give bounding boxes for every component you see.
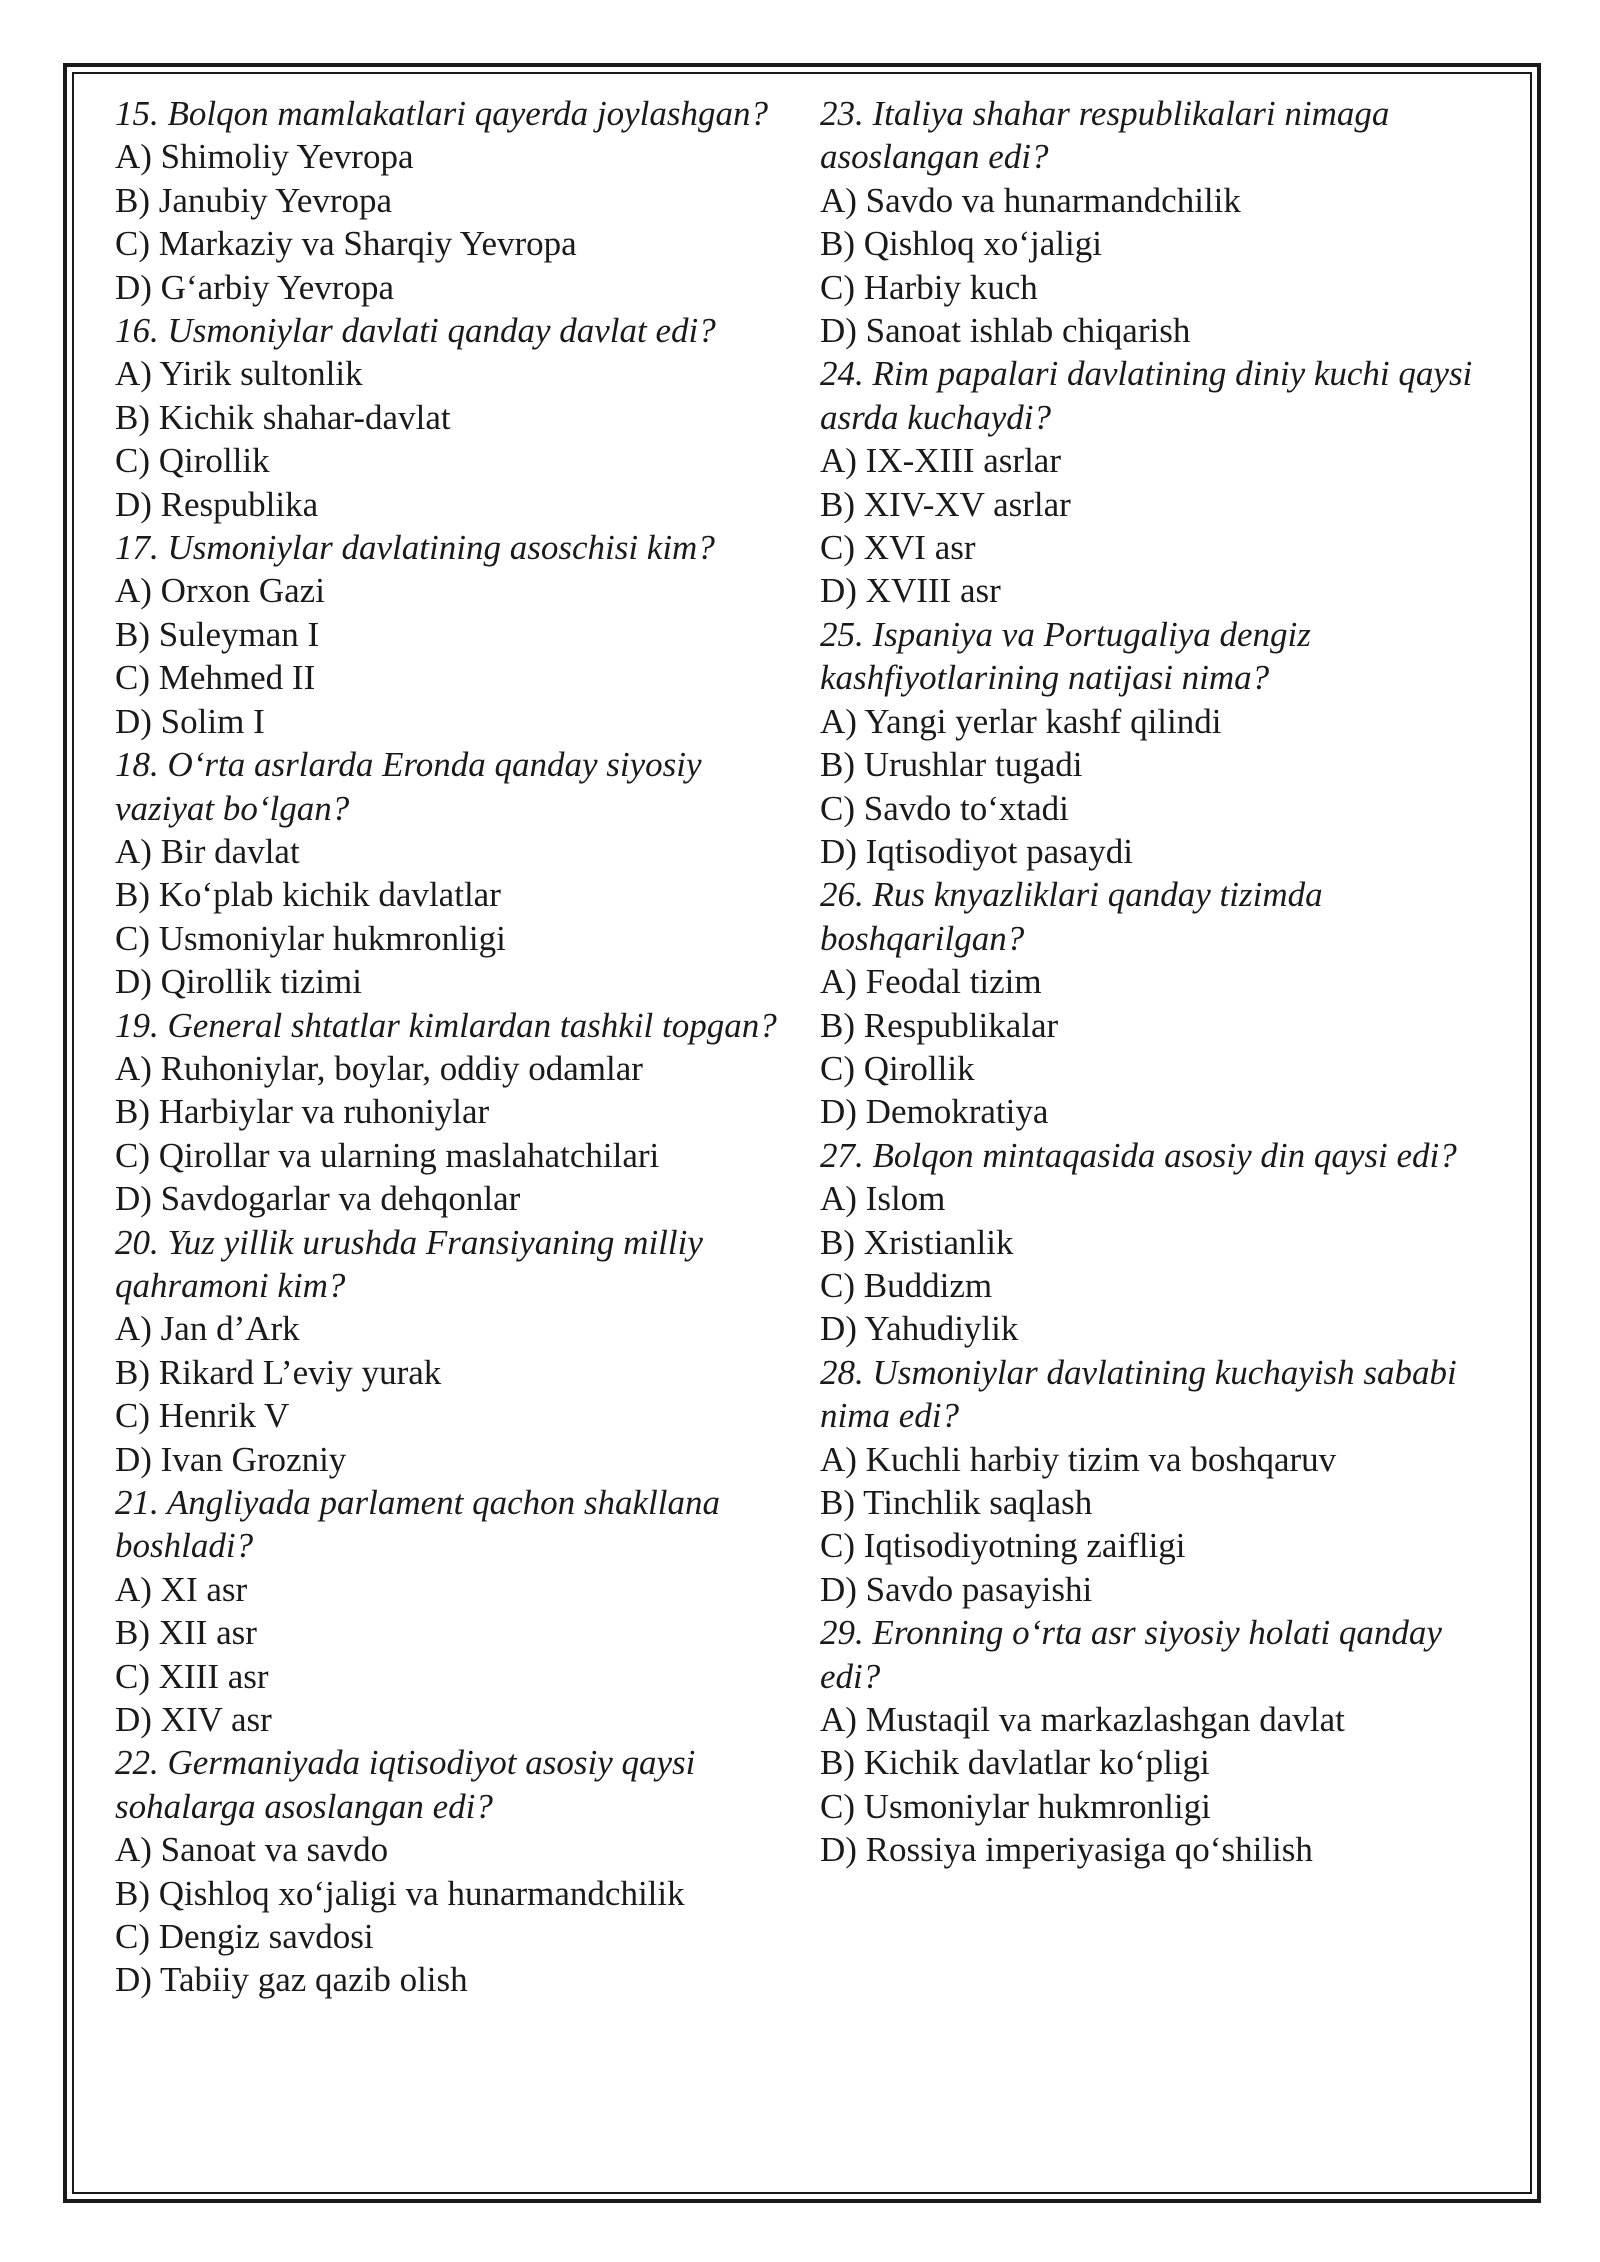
question-block [115, 92, 785, 309]
answer-option: D) Iqtisodiyot pasaydi [820, 831, 1134, 871]
answer-option: A) XI asr [115, 1569, 248, 1609]
question-number: 27. [820, 1135, 864, 1175]
answer-option: B) XIV-XV asrlar [820, 484, 1071, 524]
answer-option: A) Feodal tizim [820, 962, 1042, 1002]
question-text [115, 92, 785, 135]
answer-option: D) XVIII asr [820, 571, 1001, 611]
answer-option: C) XVI asr [820, 528, 976, 568]
question-label: Yuz yillik urushda Fransiyaning milliy qahramoni kim? [115, 1222, 703, 1305]
right-column [820, 92, 1510, 1872]
question-block [820, 92, 1510, 352]
question-number: 18. [115, 745, 159, 785]
answer-option: A) IX-XIII asrlar [820, 441, 1061, 481]
answer-option: B) Xristianlik [820, 1222, 1014, 1262]
question-label: O‘rta asrlarda Eronda qanday siyosiy vaziyat bo‘lgan? [115, 745, 702, 828]
question-text [820, 613, 1510, 700]
question-block [115, 1004, 785, 1221]
answer-option: C) Qirollik [115, 441, 270, 481]
question-text [820, 92, 1510, 179]
left-column [115, 92, 785, 2002]
answer-option: D) Yahudiylik [820, 1309, 1019, 1349]
answer-option: A) Bir davlat [115, 831, 300, 871]
answer-option: C) Usmoniylar hukmronligi [820, 1786, 1211, 1826]
answer-option: B) Janubiy Yevropa [115, 180, 393, 220]
question-label: Rus knyazliklari qanday tizimda boshqarilgan? [820, 875, 1323, 958]
question-label: Usmoniylar davlatining asoschisi kim? [167, 528, 715, 568]
answer-option: A) Sanoat va savdo [115, 1830, 389, 1870]
answer-option: D) G‘arbiy Yevropa [115, 267, 394, 307]
question-text [820, 1351, 1510, 1438]
answer-option: B) Tinchlik saqlash [820, 1483, 1093, 1522]
answer-option: C) Qirollar va ularning maslahatchilari [115, 1135, 660, 1175]
question-number: 19. [115, 1005, 159, 1045]
answer-option: C) Harbiy kuch [820, 267, 1038, 307]
question-block [820, 1351, 1510, 1611]
answer-option: A) Yangi yerlar kashf qilindi [820, 701, 1222, 741]
question-text [820, 352, 1510, 439]
answer-option: B) Suleyman I [115, 614, 320, 654]
question-label: Usmoniylar davlatining kuchayish sababi nima edi? [820, 1352, 1457, 1436]
question-text [820, 1611, 1510, 1698]
answer-option: B) Urushlar tugadi [820, 745, 1083, 785]
answer-option: D) Savdogarlar va dehqonlar [115, 1179, 521, 1219]
question-number: 16. [115, 311, 159, 351]
answer-option: C) Buddizm [820, 1265, 993, 1305]
answer-option: C) XIII asr [115, 1656, 269, 1696]
answer-option: C) Markaziy va Sharqiy Yevropa [115, 224, 577, 264]
question-label: General shtatlar kimlardan tashkil topgan? [167, 1005, 777, 1045]
question-number: 20. [115, 1222, 159, 1262]
answer-option: C) Dengiz savdosi [115, 1917, 374, 1957]
answer-option: C) Usmoniylar hukmronligi [115, 918, 506, 958]
question-number: 22. [115, 1743, 159, 1783]
answer-option: A) Jan d’Ark [115, 1309, 300, 1349]
answer-option: A) Islom [820, 1179, 946, 1219]
answer-option: D) Solim I [115, 701, 265, 741]
question-block [115, 309, 785, 526]
question-number: 15. [115, 94, 159, 133]
answer-option: B) Qishloq xo‘jaligi va hunarmandchilik [115, 1873, 685, 1913]
answer-option: A) Mustaqil va markazlashgan davlat [820, 1700, 1345, 1740]
answer-option: A) Yirik sultonlik [115, 354, 363, 394]
question-label: Rim papalari davlatining diniy kuchi qaysi asrda kuchaydi? [820, 354, 1473, 437]
question-block [115, 743, 785, 1003]
answer-option: D) Ivan Grozniy [115, 1439, 347, 1479]
answer-option: C) Savdo to‘xtadi [820, 788, 1069, 828]
answer-option: C) Iqtisodiyotning zaifligi [820, 1526, 1186, 1566]
question-number: 25. [820, 614, 864, 654]
question-label: Eronning o‘rta asr siyosiy holati qanday edi? [820, 1613, 1442, 1696]
answer-option: D) Respublika [115, 484, 319, 524]
answer-option: D) XIV asr [115, 1700, 272, 1740]
question-label: Germaniyada iqtisodiyot asosiy qaysi sohalarga asoslangan edi? [115, 1743, 696, 1826]
question-text [820, 873, 1510, 960]
question-block [820, 1134, 1510, 1351]
question-number: 29. [820, 1613, 864, 1653]
question-number: 24. [820, 354, 864, 394]
question-block [115, 526, 785, 743]
question-block [115, 1481, 785, 1741]
question-text [115, 526, 785, 569]
answer-option: D) Tabiiy gaz qazib olish [115, 1960, 468, 2000]
answer-option: C) Qirollik [820, 1048, 975, 1088]
answer-option: B) Rikard L’eviy yurak [115, 1352, 442, 1392]
question-text [115, 1741, 785, 1828]
question-text [820, 1134, 1510, 1177]
question-text [115, 1481, 785, 1568]
question-label: Usmoniylar davlati qanday davlat edi? [167, 311, 716, 351]
question-label: Ispaniya va Portugaliya dengiz kashfiyotlarining natijasi nima? [820, 614, 1311, 698]
answer-option: B) Harbiylar va ruhoniylar [115, 1092, 490, 1132]
question-text [115, 1004, 785, 1047]
answer-option: D) Demokratiya [820, 1092, 1049, 1132]
question-block [820, 352, 1510, 612]
answer-option: A) Shimoliy Yevropa [115, 137, 414, 177]
answer-option: C) Mehmed II [115, 658, 316, 698]
question-number: 21. [115, 1483, 159, 1522]
answer-option: A) Ruhoniylar, boylar, oddiy odamlar [115, 1048, 643, 1088]
question-text [115, 309, 785, 352]
answer-option: B) Qishloq xo‘jaligi [820, 224, 1102, 264]
question-number: 26. [820, 875, 864, 915]
question-number: 28. [820, 1352, 864, 1392]
question-number: 17. [115, 528, 159, 568]
question-block [820, 613, 1510, 873]
answer-option: D) Rossiya imperiyasiga qo‘shilish [820, 1830, 1313, 1870]
question-label: Bolqon mamlakatlari qayerda joylashgan? [167, 94, 768, 133]
answer-option: B) Kichik davlatlar ko‘pligi [820, 1743, 1210, 1783]
answer-option: B) XII asr [115, 1613, 257, 1653]
answer-option: B) Ko‘plab kichik davlatlar [115, 875, 501, 915]
question-block [820, 873, 1510, 1133]
answer-option: B) Respublikalar [820, 1005, 1059, 1045]
question-block [820, 1611, 1510, 1871]
answer-option: A) Kuchli harbiy tizim va boshqaruv [820, 1439, 1337, 1479]
question-text [115, 743, 785, 830]
question-text [115, 1221, 785, 1308]
answer-option: C) Henrik V [115, 1396, 290, 1436]
question-label: Angliyada parlament qachon shakllana boshladi? [115, 1483, 721, 1566]
question-label: Bolqon mintaqasida asosiy din qaysi edi? [872, 1135, 1457, 1175]
answer-option: A) Orxon Gazi [115, 571, 325, 611]
answer-option: D) Sanoat ishlab chiqarish [820, 311, 1191, 351]
question-block [115, 1221, 785, 1481]
question-number: 23. [820, 94, 864, 133]
answer-option: D) Savdo pasayishi [820, 1569, 1093, 1609]
answer-option: B) Kichik shahar-davlat [115, 397, 451, 437]
question-label: Italiya shahar respublikalari nimaga asoslangan edi? [820, 94, 1390, 177]
question-block [115, 1741, 785, 2001]
answer-option: A) Savdo va hunarmandchilik [820, 180, 1241, 220]
answer-option: D) Qirollik tizimi [115, 962, 362, 1002]
